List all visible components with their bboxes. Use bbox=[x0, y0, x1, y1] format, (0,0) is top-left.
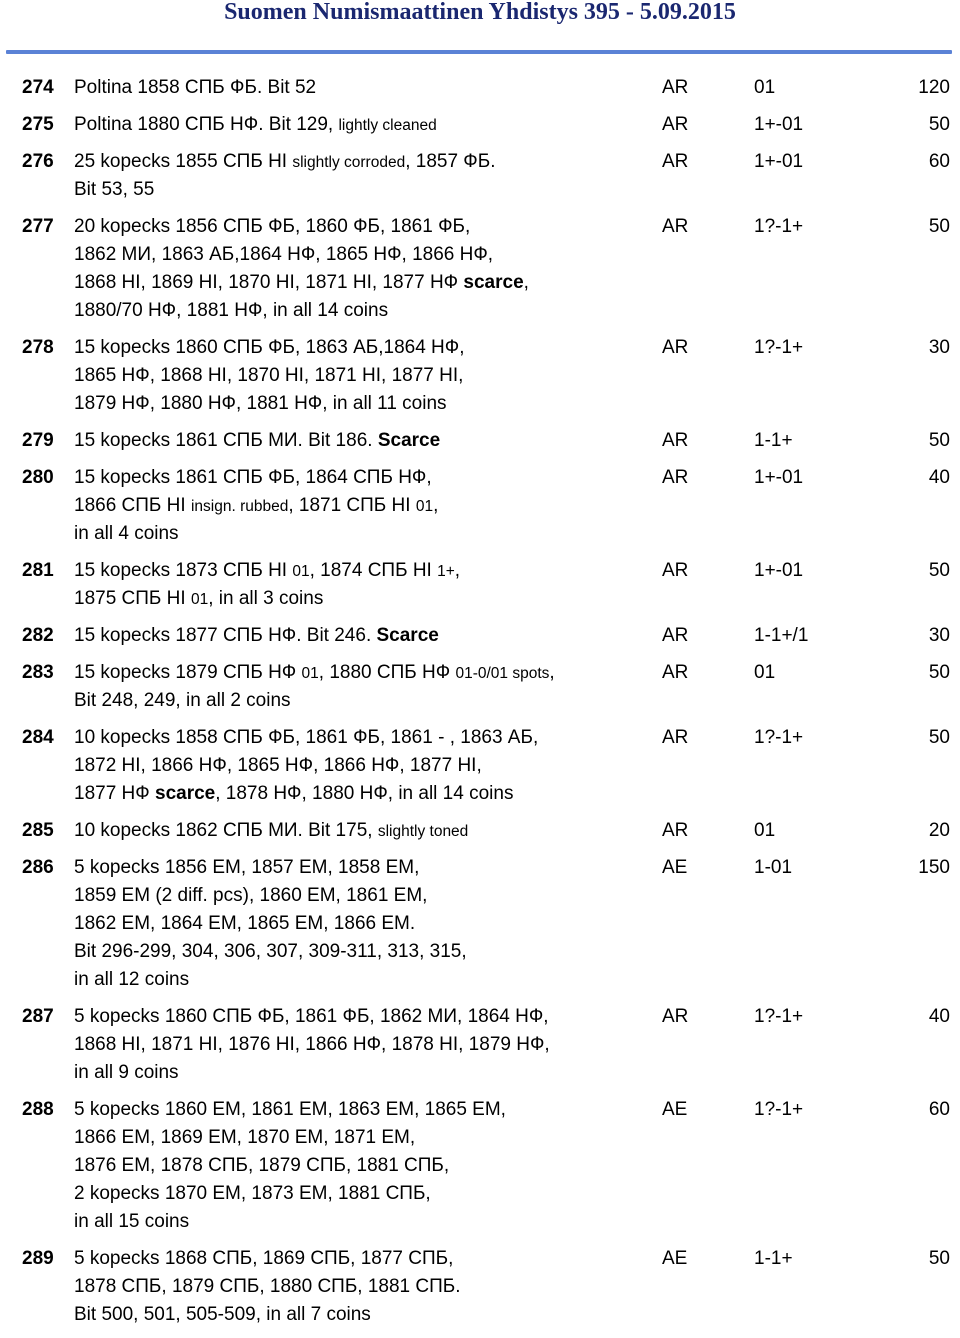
description-text: 1866 ЕМ, 1869 ЕМ, 1870 ЕМ, 1871 ЕМ, bbox=[74, 1127, 416, 1148]
description-line bbox=[74, 1031, 644, 1059]
description-text: 1862 МИ, 1863 АБ,1864 НФ, 1865 НФ, 1866 НФ, bbox=[74, 244, 494, 265]
condition-note: insign. rubbed bbox=[190, 498, 289, 515]
description-text: 15 kopecks 1861 СПБ ФБ, 1864 СПБ НФ, bbox=[74, 467, 432, 488]
lot-metal: AR bbox=[662, 430, 689, 451]
lot-grade: 1+-01 bbox=[754, 560, 804, 581]
lot-price: 50 bbox=[928, 114, 950, 135]
lot-metal: AR bbox=[662, 560, 689, 581]
lot-description bbox=[74, 464, 644, 548]
description-line bbox=[74, 1245, 644, 1273]
lot-number: 282 bbox=[22, 625, 54, 646]
lot-description bbox=[74, 557, 644, 613]
lot-metal: AR bbox=[662, 625, 689, 646]
description-text: 10 kopecks 1858 СПБ ФБ, 1861 ФБ, 1861 - , 1863 АБ, bbox=[74, 727, 539, 748]
description-text: in all 12 coins bbox=[74, 969, 190, 990]
lot-description bbox=[74, 1003, 644, 1087]
condition-note: 01 bbox=[190, 591, 209, 608]
description-text: , 1857 ФБ. bbox=[405, 151, 496, 172]
description-line bbox=[74, 520, 644, 548]
description-line bbox=[74, 1208, 644, 1236]
description-text: 15 kopecks 1860 СПБ ФБ, 1863 АБ,1864 НФ, bbox=[74, 337, 465, 358]
condition-note: 01 bbox=[292, 563, 310, 580]
description-line bbox=[74, 241, 644, 269]
condition-note: 1+ bbox=[437, 563, 455, 580]
lot-price: 50 bbox=[928, 560, 950, 581]
description-line bbox=[74, 1152, 644, 1180]
lot-row bbox=[0, 111, 960, 139]
lot-metal: AE bbox=[662, 857, 688, 878]
lot-row bbox=[0, 724, 960, 808]
lot-row bbox=[0, 622, 960, 650]
page-title: Suomen Numismaattinen Yhdistys 395 - 5.09.2015 bbox=[224, 0, 736, 25]
lot-price: 120 bbox=[918, 77, 950, 98]
lot-price: 40 bbox=[928, 1006, 950, 1027]
lot-row bbox=[0, 659, 960, 715]
description-text: , bbox=[433, 495, 439, 516]
lot-number: 288 bbox=[22, 1099, 54, 1120]
lot-metal: AR bbox=[662, 662, 689, 683]
condition-note: lightly cleaned bbox=[338, 117, 437, 134]
lot-grade: 1+-01 bbox=[754, 114, 804, 135]
lot-description bbox=[74, 213, 644, 325]
description-text: Poltina 1880 СПБ НФ. Bit 129, bbox=[74, 114, 339, 135]
description-line bbox=[74, 585, 644, 613]
description-line bbox=[74, 1273, 644, 1301]
description-text: , 1871 СПБ НІ bbox=[288, 495, 416, 516]
description-text: in all 9 coins bbox=[74, 1062, 179, 1083]
lot-metal: AR bbox=[662, 216, 689, 237]
lot-metal: AE bbox=[662, 1099, 688, 1120]
lot-grade: 1-01 bbox=[754, 857, 793, 878]
lot-row bbox=[0, 464, 960, 548]
description-text: in all 4 coins bbox=[74, 523, 179, 544]
lot-price: 50 bbox=[928, 216, 950, 237]
description-text: , bbox=[454, 560, 461, 581]
lot-description bbox=[74, 148, 644, 204]
condition-note: 01-0/01 spots bbox=[455, 665, 550, 682]
description-line bbox=[74, 882, 644, 910]
description-text: , in all 3 coins bbox=[208, 588, 324, 609]
lot-price: 60 bbox=[928, 1099, 950, 1120]
lot-list bbox=[0, 74, 960, 1338]
description-line bbox=[74, 111, 644, 139]
description-line bbox=[74, 780, 644, 808]
rarity-note: Scarce bbox=[377, 430, 441, 451]
lot-grade: 01 bbox=[754, 662, 776, 683]
lot-grade: 1+-01 bbox=[754, 467, 804, 488]
description-line bbox=[74, 297, 644, 325]
condition-note: 01 bbox=[301, 665, 319, 682]
lot-number: 281 bbox=[22, 560, 54, 581]
description-line bbox=[74, 724, 644, 752]
description-text: , 1880 СПБ НФ bbox=[318, 662, 456, 683]
lot-number: 276 bbox=[22, 151, 54, 172]
description-text: Bit 248, 249, in all 2 coins bbox=[74, 690, 291, 711]
lot-price: 50 bbox=[928, 430, 950, 451]
condition-note: 01 bbox=[415, 498, 434, 515]
description-text: 5 kopecks 1868 СПБ, 1869 СПБ, 1877 СПБ, bbox=[74, 1248, 454, 1269]
lot-description bbox=[74, 724, 644, 808]
description-line bbox=[74, 622, 644, 650]
description-text: 10 kopecks 1862 СПБ МИ. Bit 175, bbox=[74, 820, 378, 841]
lot-number: 283 bbox=[22, 662, 54, 683]
description-line bbox=[74, 74, 644, 102]
description-text: , bbox=[549, 662, 555, 683]
description-text: , 1874 СПБ НІ bbox=[309, 560, 438, 581]
description-text: 15 kopecks 1873 СПБ НІ bbox=[74, 560, 293, 581]
rarity-note: scarce bbox=[155, 783, 216, 804]
lot-row bbox=[0, 1096, 960, 1236]
description-line bbox=[74, 1124, 644, 1152]
lot-description bbox=[74, 817, 644, 845]
lot-description bbox=[74, 74, 644, 102]
lot-price: 20 bbox=[928, 820, 950, 841]
lot-price: 30 bbox=[928, 337, 950, 358]
description-line bbox=[74, 1059, 644, 1087]
description-line bbox=[74, 362, 644, 390]
rarity-note: Scarce bbox=[376, 625, 439, 646]
lot-metal: AR bbox=[662, 337, 689, 358]
condition-note: slightly toned bbox=[377, 823, 469, 840]
description-line bbox=[74, 390, 644, 418]
description-text: 1880/70 НФ, 1881 НФ, in all 14 coins bbox=[74, 300, 389, 321]
lot-grade: 1?-1+ bbox=[754, 337, 804, 358]
description-line bbox=[74, 464, 644, 492]
lot-grade: 1+-01 bbox=[754, 151, 804, 172]
lot-metal: AR bbox=[662, 727, 689, 748]
description-text: 1878 СПБ, 1879 СПБ, 1880 СПБ, 1881 СПБ. bbox=[74, 1276, 461, 1297]
description-text: in all 15 coins bbox=[74, 1211, 190, 1232]
description-text: 1862 ЕМ, 1864 ЕМ, 1865 ЕМ, 1866 ЕМ. bbox=[74, 913, 416, 934]
lot-number: 277 bbox=[22, 216, 54, 237]
description-line bbox=[74, 938, 644, 966]
description-line bbox=[74, 817, 644, 845]
lot-number: 284 bbox=[22, 727, 54, 748]
lot-grade: 1-1+/1 bbox=[754, 625, 809, 646]
lot-description bbox=[74, 622, 644, 650]
lot-grade: 1?-1+ bbox=[754, 216, 804, 237]
description-text: Bit 500, 501, 505-509, in all 7 coins bbox=[74, 1304, 371, 1325]
description-line bbox=[74, 854, 644, 882]
lot-price: 60 bbox=[928, 151, 950, 172]
description-text: 25 kopecks 1855 СПБ НІ bbox=[74, 151, 293, 172]
lot-row bbox=[0, 557, 960, 613]
lot-grade: 1?-1+ bbox=[754, 1006, 804, 1027]
description-line bbox=[74, 752, 644, 780]
description-text: 1859 ЕМ (2 diff. pcs), 1860 ЕМ, 1861 ЕМ, bbox=[74, 885, 428, 906]
description-line bbox=[74, 687, 644, 715]
lot-metal: AR bbox=[662, 151, 689, 172]
description-text: 2 kopecks 1870 ЕМ, 1873 ЕМ, 1881 СПБ, bbox=[74, 1183, 431, 1204]
lot-row bbox=[0, 148, 960, 204]
lot-row bbox=[0, 1245, 960, 1329]
description-text: 5 kopecks 1860 ЕМ, 1861 ЕМ, 1863 ЕМ, 1865 ЕМ, bbox=[74, 1099, 506, 1120]
lot-grade: 01 bbox=[754, 820, 776, 841]
lot-price: 150 bbox=[918, 857, 950, 878]
lot-price: 30 bbox=[928, 625, 950, 646]
description-text: 5 kopecks 1860 СПБ ФБ, 1861 ФБ, 1862 МИ, 1864 НФ, bbox=[74, 1006, 549, 1027]
lot-metal: AR bbox=[662, 114, 689, 135]
lot-price: 40 bbox=[928, 467, 950, 488]
description-line bbox=[74, 269, 644, 297]
description-text: 1868 НІ, 1869 НІ, 1870 НІ, 1871 НІ, 1877 НФ bbox=[74, 272, 464, 293]
lot-number: 279 bbox=[22, 430, 54, 451]
description-line bbox=[74, 1003, 644, 1031]
description-text: 1865 НФ, 1868 НІ, 1870 НІ, 1871 НІ, 1877 НІ, bbox=[74, 365, 464, 386]
lot-row bbox=[0, 427, 960, 455]
lot-number: 275 bbox=[22, 114, 54, 135]
lot-number: 278 bbox=[22, 337, 54, 358]
lot-description bbox=[74, 1245, 644, 1329]
description-text: Bit 296-299, 304, 306, 307, 309-311, 313, 315, bbox=[74, 941, 467, 962]
condition-note: slightly corroded bbox=[292, 154, 406, 171]
lot-row bbox=[0, 854, 960, 994]
lot-metal: AR bbox=[662, 467, 689, 488]
description-text: 15 kopecks 1861 СПБ МИ. Bit 186. bbox=[74, 430, 378, 451]
lot-row bbox=[0, 213, 960, 325]
description-text: , bbox=[523, 272, 529, 293]
lot-number: 274 bbox=[22, 77, 54, 98]
description-text: 1877 НФ bbox=[74, 783, 155, 804]
description-text: 20 kopecks 1856 СПБ ФБ, 1860 ФБ, 1861 ФБ, bbox=[74, 216, 471, 237]
description-text: 1876 ЕМ, 1878 СПБ, 1879 СПБ, 1881 СПБ, bbox=[74, 1155, 450, 1176]
description-text: 1866 СПБ НІ bbox=[74, 495, 191, 516]
lot-metal: AR bbox=[662, 77, 689, 98]
description-text: 15 kopecks 1879 СПБ НФ bbox=[74, 662, 302, 683]
description-line bbox=[74, 334, 644, 362]
lot-number: 286 bbox=[22, 857, 54, 878]
description-text: 1875 СПБ НІ bbox=[74, 588, 191, 609]
description-text: 1868 НІ, 1871 НІ, 1876 НІ, 1866 НФ, 1878 НІ, 1879 НФ, bbox=[74, 1034, 550, 1055]
description-line bbox=[74, 492, 644, 520]
lot-number: 287 bbox=[22, 1006, 54, 1027]
description-line bbox=[74, 966, 644, 994]
description-text: 5 kopecks 1856 ЕМ, 1857 ЕМ, 1858 ЕМ, bbox=[74, 857, 420, 878]
description-text: 1872 НІ, 1866 НФ, 1865 НФ, 1866 НФ, 1877 НІ, bbox=[74, 755, 482, 776]
description-line bbox=[74, 176, 644, 204]
lot-grade: 01 bbox=[754, 77, 776, 98]
lot-row bbox=[0, 74, 960, 102]
lot-description bbox=[74, 334, 644, 418]
rarity-note: scarce bbox=[463, 272, 524, 293]
description-text: Poltina 1858 СПБ ФБ. Bit 52 bbox=[74, 77, 317, 98]
description-line bbox=[74, 910, 644, 938]
header-divider bbox=[6, 50, 952, 54]
description-line bbox=[74, 1096, 644, 1124]
lot-grade: 1-1+ bbox=[754, 1248, 793, 1269]
description-line bbox=[74, 1180, 644, 1208]
description-text: 1879 НФ, 1880 НФ, 1881 НФ, in all 11 coins bbox=[74, 393, 447, 414]
lot-number: 280 bbox=[22, 467, 54, 488]
lot-price: 50 bbox=[928, 662, 950, 683]
lot-metal: AR bbox=[662, 1006, 689, 1027]
lot-row bbox=[0, 817, 960, 845]
lot-row bbox=[0, 334, 960, 418]
description-text: , 1878 НФ, 1880 НФ, in all 14 coins bbox=[215, 783, 514, 804]
description-text: 15 kopecks 1877 СПБ НФ. Bit 246. bbox=[74, 625, 377, 646]
lot-description bbox=[74, 111, 644, 139]
lot-price: 50 bbox=[928, 727, 950, 748]
lot-price: 50 bbox=[928, 1248, 950, 1269]
description-text: Bit 53, 55 bbox=[74, 179, 155, 200]
lot-description bbox=[74, 659, 644, 715]
lot-metal: AR bbox=[662, 820, 689, 841]
lot-number: 285 bbox=[22, 820, 54, 841]
lot-grade: 1?-1+ bbox=[754, 1099, 804, 1120]
lot-grade: 1?-1+ bbox=[754, 727, 804, 748]
description-line bbox=[74, 213, 644, 241]
lot-description bbox=[74, 854, 644, 994]
description-line bbox=[74, 557, 644, 585]
description-line bbox=[74, 148, 644, 176]
description-line bbox=[74, 427, 644, 455]
lot-description bbox=[74, 427, 644, 455]
lot-number: 289 bbox=[22, 1248, 54, 1269]
lot-grade: 1-1+ bbox=[754, 430, 793, 451]
lot-row bbox=[0, 1003, 960, 1087]
lot-metal: AE bbox=[662, 1248, 688, 1269]
description-line bbox=[74, 659, 644, 687]
lot-description bbox=[74, 1096, 644, 1236]
